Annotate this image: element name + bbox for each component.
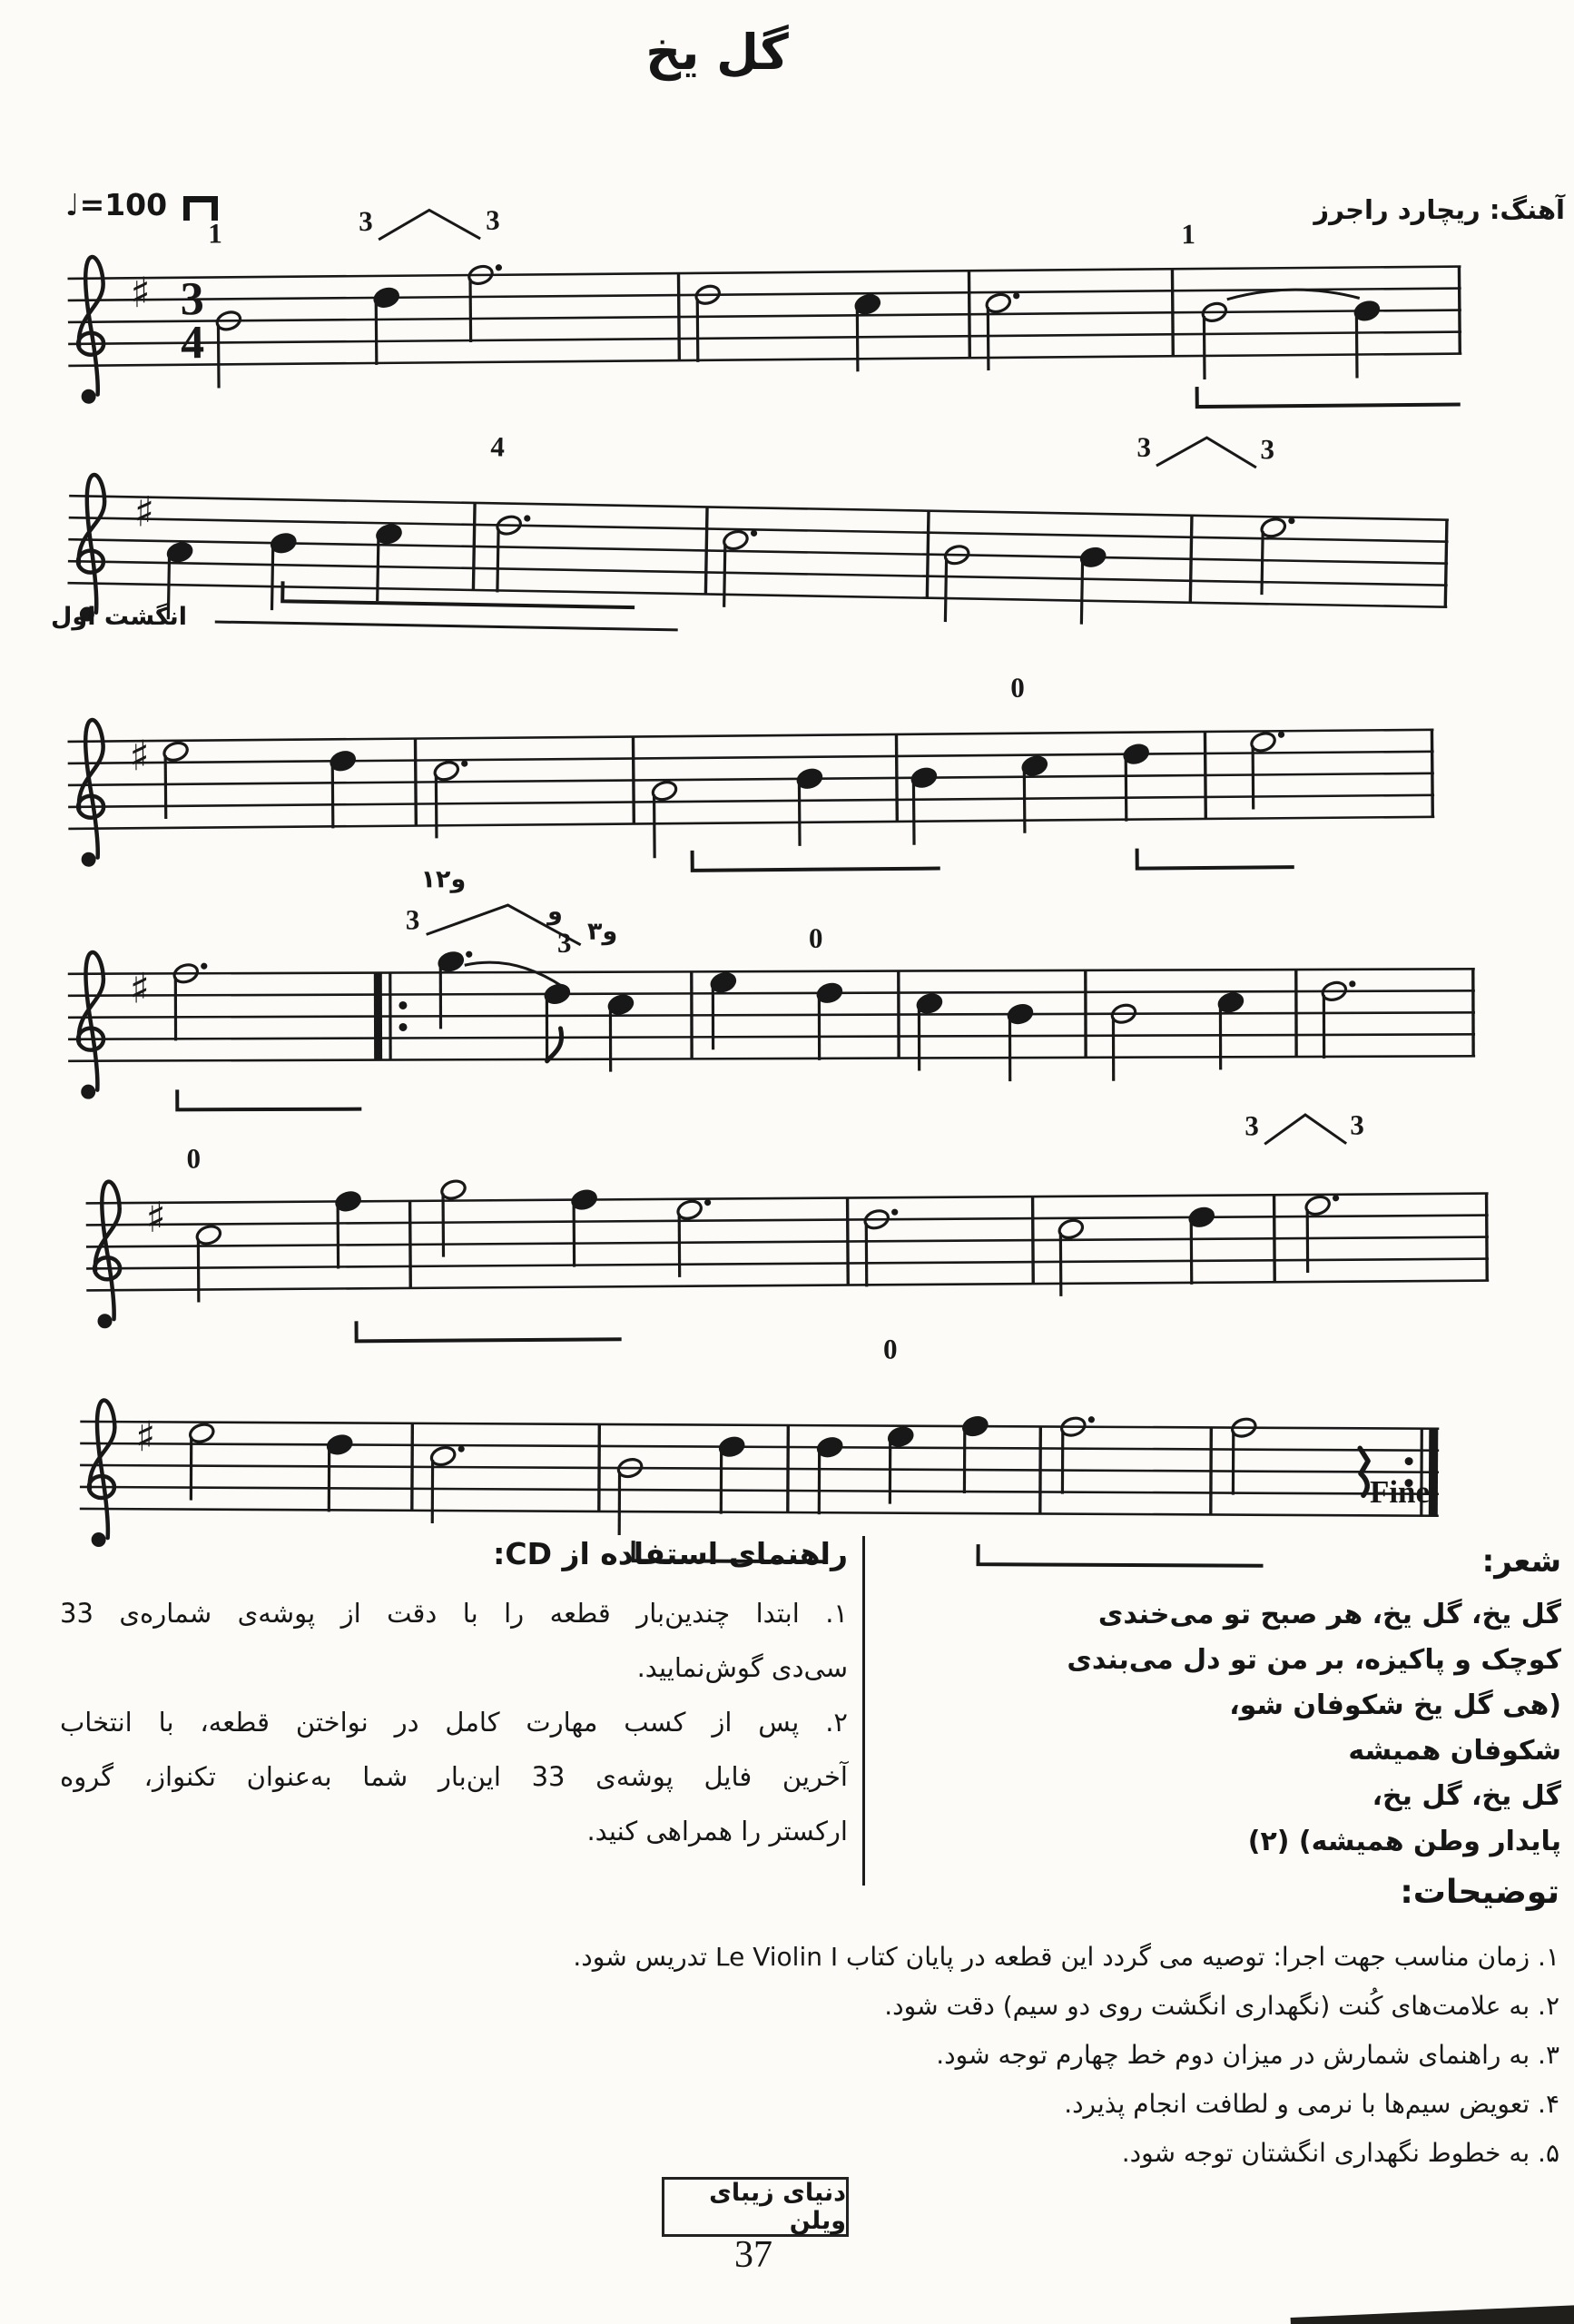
cd-guide-heading: راهنمای استفاده از CD: [493,1536,848,1571]
lyric-line: (هی گل یخ شکوفان شو، [1229,1689,1561,1721]
svg-text:4: 4 [180,317,205,369]
cd-guide-line: ۱. ابتدا چندین‌بار قطعه را با دقت از پوشه‌ی شماره‌ی 33 [60,1598,848,1629]
tempo-text: ♩=100 [65,187,168,222]
cd-guide-line: ۲. پس از کسب مهارت کامل در نواختن قطعه، با انتخاب [60,1707,848,1738]
svg-text:3: 3 [405,903,420,936]
book-title-box: دنیای زیبای ویلن [662,2177,849,2237]
svg-text:♯: ♯ [130,268,152,318]
svg-text:1: 1 [1181,218,1196,251]
svg-text:♯: ♯ [134,1412,156,1462]
svg-text:0: 0 [882,1333,898,1365]
cd-guide-line: ارکستر را همراهی کنید. [586,1816,848,1846]
explanations-heading: توضیحات: [1400,1874,1559,1911]
explanation-item: ۳. به راهنمای شمارش در میزان دوم خط چهارم توجه شود. [936,2040,1559,2070]
lyric-line: گل یخ، گل یخ، [1372,1780,1561,1812]
lyric-line: پایدار وطن همیشه) (۲) [1247,1826,1561,1857]
explanation-item: ۱. زمان مناسب جهت اجرا: توصیه می گردد این قطعه در پایان کتاب Le Violin I تدریس شود. [573,1942,1559,1972]
svg-text:۱و۲: ۱و۲ [420,865,467,894]
explanations-section [379,1874,1559,2178]
svg-text:♯: ♯ [145,1192,167,1242]
lyric-line: شکوفان همیشه [1348,1735,1561,1767]
svg-text:3: 3 [556,926,572,959]
cd-guide-line: آخرین فایل پوشه‌ی 33 این‌بار شما به‌عنوان تکنواز، گروه [60,1761,848,1792]
explanation-item: ۴. تعویض سیم‌ها با نرمی و لطافت انجام پذیرد. [1064,2089,1559,2119]
cd-guide-section [60,1536,865,1886]
lyric-line: کوچک و پاکیزه، بر من تو دل می‌بندی [1067,1644,1561,1676]
page-number: 37 [734,2234,772,2276]
explanation-item: ۲. به علامت‌های کُنت (نگهداری انگشت روی دو سیم) دقت شود. [884,1991,1559,2021]
piece-title: گل یخ [645,24,789,81]
composer-credit: آهنگ: ریچارد راجرز [1313,194,1565,225]
explanations-items [379,1933,1559,2178]
svg-text:و: و [547,897,564,926]
svg-text:♯: ♯ [129,731,151,781]
svg-text:3: 3 [1244,1109,1259,1142]
svg-text:3: 3 [1136,430,1152,463]
fine-label: Fine [1369,1474,1431,1510]
scan-edge-artifact [1291,2305,1574,2324]
svg-text:3: 3 [1350,1108,1364,1141]
lyrics-lines [935,1592,1561,1865]
first-finger-label: انگشت اول [51,603,188,631]
svg-text:3: 3 [486,203,500,236]
svg-text:3: 3 [359,204,373,238]
svg-text:4: 4 [490,430,506,463]
svg-text:۳و: ۳و [586,917,618,946]
svg-text:0: 0 [186,1142,202,1175]
svg-text:♯: ♯ [129,963,151,1013]
svg-text:0: 0 [808,921,823,954]
lyric-line: گل یخ، گل یخ، هر صبح تو می‌خندی [1097,1599,1561,1630]
svg-text:3: 3 [1260,433,1275,466]
cd-guide-line: سی‌دی گوش‌نمایید. [636,1652,848,1683]
svg-text:0: 0 [1010,671,1025,704]
svg-text:♯: ♯ [133,487,155,537]
lyrics-section [935,1543,1561,1865]
explanation-item: ۵. به خطوط نگهداری انگشتان توجه شود. [1121,2138,1559,2168]
svg-text:1: 1 [208,217,222,250]
cd-guide-lines [60,1586,848,1858]
svg-text:3: 3 [180,273,204,326]
lyrics-heading: شعر: [1481,1543,1561,1580]
